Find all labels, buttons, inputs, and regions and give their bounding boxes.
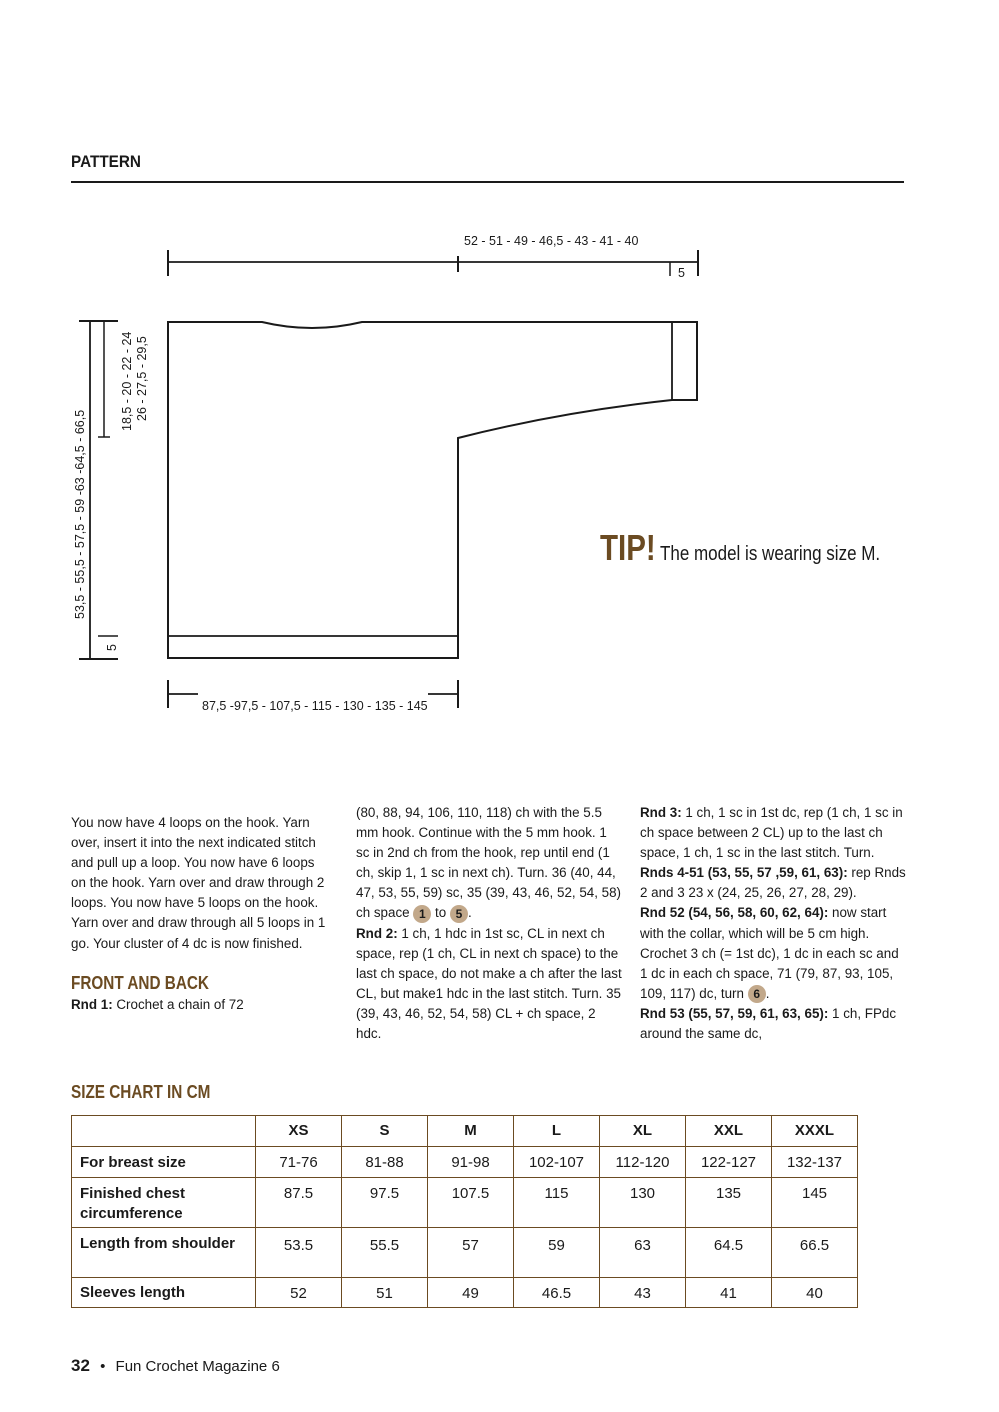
table-cell: 132-137 (772, 1147, 858, 1178)
size-chart-title: SIZE CHART IN CM (71, 1082, 211, 1102)
size-header: M (428, 1116, 514, 1147)
size-chart-table (71, 1115, 858, 1308)
table-cell: 107.5 (428, 1178, 514, 1228)
table-cell: 66.5 (772, 1228, 858, 1278)
row-label: Finished chest circumference (72, 1178, 256, 1228)
page-number: 32 (71, 1356, 90, 1375)
table-cell: 135 (686, 1178, 772, 1228)
text-column-3 (640, 803, 908, 1044)
step-badge-1: 1 (413, 905, 431, 923)
rnd3-text: 1 ch, 1 sc in 1st dc, rep (1 ch, 1 sc in ch space between 2 CL) up to the last ch space, 1 ch, 1 sc in the last stitch. Turn. (640, 805, 903, 861)
sleeve-length-label: 52 - 51 - 49 - 46,5 - 43 - 41 - 40 (464, 234, 639, 248)
rnd1-continued-text: (80, 88, 94, 106, 110, 118) ch with the 5.5 mm hook. Continue with the 5 mm hook. 1 sc in 2nd ch from the hook, rep until end (1 ch, skip 1, 1 sc in next ch). Turn. 36 (40, 44, 47, 53, 55, 59) sc, 35 (39, 43, 46, 52, 54, 58) ch space (356, 805, 622, 921)
table-cell: 63 (600, 1228, 686, 1278)
step-badge-5: 5 (450, 905, 468, 923)
tip-callout (600, 527, 919, 569)
table-cell: 53.5 (256, 1228, 342, 1278)
table-cell: 71-76 (256, 1147, 342, 1178)
rnd53-text: 1 ch, FPdc around the same dc, (640, 1005, 897, 1042)
page-footer (71, 1356, 280, 1376)
armhole-label-line1: 18,5 - 20 - 22 - 24 (120, 331, 134, 431)
rnd52-text: now start with the collar, which will be 5 cm high. Crochet 3 ch (= 1st dc), 1 dc in each sc and 1 dc in each ch space, 71 (79, 87, 93, 105, 109, 117) dc, turn (640, 905, 899, 1001)
table-cell: 51 (342, 1278, 428, 1308)
rnd52-paragraph (640, 903, 908, 1003)
table-cell: 46.5 (514, 1278, 600, 1308)
size-header: L (514, 1116, 600, 1147)
rnds4-51-label: Rnds 4-51 (53, 55, 57 ,59, 61, 63): (640, 865, 848, 881)
table-cell: 57 (428, 1228, 514, 1278)
hem-label: 5 (105, 644, 119, 651)
table-cell: 41 (686, 1278, 772, 1308)
table-cell: 40 (772, 1278, 858, 1308)
page-section-title: PATTERN (71, 152, 141, 171)
to-text: to (431, 905, 450, 921)
garment-outline (168, 322, 697, 658)
row-label: Sleeves length (72, 1278, 256, 1308)
size-header: XS (256, 1116, 342, 1147)
table-cell: 59 (514, 1228, 600, 1278)
table-cell: 43 (600, 1278, 686, 1308)
cuff-label: 5 (678, 266, 685, 280)
table-cell: 122-127 (686, 1147, 772, 1178)
size-header: XXL (686, 1116, 772, 1147)
table-cell: 102-107 (514, 1147, 600, 1178)
rnd53-paragraph (640, 1004, 908, 1044)
rnd1-continued-paragraph (356, 803, 622, 924)
table-cell: 87.5 (256, 1178, 342, 1228)
rnd2-label: Rnd 2: (356, 925, 398, 941)
tip-text: The model is wearing size M. (660, 543, 881, 565)
length-label: 53,5 - 55,5 - 57,5 - 59 -63 -64,5 - 66,5 (73, 409, 87, 619)
size-header: S (342, 1116, 428, 1147)
table-cell: 97.5 (342, 1178, 428, 1228)
period: . (467, 905, 472, 921)
table-row (72, 1278, 858, 1308)
table-cell: 112-120 (600, 1147, 686, 1178)
size-header-blank (72, 1116, 256, 1147)
text-column-1 (71, 813, 333, 1015)
footer-bullet: • (100, 1358, 106, 1375)
rnds4-51-paragraph (640, 863, 908, 903)
rnd52-label: Rnd 52 (54, 56, 58, 60, 62, 64): (640, 905, 829, 921)
tip-word: TIP! (600, 527, 656, 568)
table-row (72, 1178, 858, 1228)
rnd2-paragraph (356, 924, 622, 1045)
rnd1-label: Rnd 1: (71, 996, 113, 1012)
row-label: Length from shoulder (72, 1228, 256, 1278)
armhole-label-line2: 26 - 27,5 - 29,5 (135, 336, 149, 421)
rnd1-paragraph (71, 995, 333, 1015)
step-badge-6: 6 (748, 985, 766, 1003)
row-label: For breast size (72, 1147, 256, 1178)
table-cell: 130 (600, 1178, 686, 1228)
chest-width-label: 87,5 -97,5 - 107,5 - 115 - 130 - 135 - 145 (202, 699, 428, 713)
size-header: XL (600, 1116, 686, 1147)
intro-paragraph: You now have 4 loops on the hook. Yarn over, insert it into the next indicated stitch and pull up a loop. You now have 6 loops on the hook. Yarn over and draw through 2 loops. You now have 5 loops on the hook. Yarn over and draw through all 5 loops in 1 go. Your cluster of 4 dc is now finished. (71, 815, 326, 951)
rnd3-label: Rnd 3: (640, 805, 682, 820)
rnd2-text: 1 ch, 1 hdc in 1st sc, CL in next ch space, rep (1 ch, CL in next ch space) to the last ch space, do not make a ch after the last CL, but make1 hdc in the last stitch. Turn. 35 (39, 43, 46, 52, 54, 58) CL + ch space, 2 hdc. (356, 925, 622, 1042)
size-header-row (72, 1116, 858, 1147)
table-cell: 64.5 (686, 1228, 772, 1278)
table-cell: 55.5 (342, 1228, 428, 1278)
front-and-back-heading: FRONT AND BACK (71, 972, 209, 993)
rnd53-label: Rnd 53 (55, 57, 59, 61, 63, 65): (640, 1005, 829, 1021)
magazine-name: Fun Crochet Magazine 6 (115, 1358, 280, 1375)
table-cell: 52 (256, 1278, 342, 1308)
table-row (72, 1147, 858, 1178)
rnd3-paragraph (640, 803, 908, 863)
rnds4-51-text: rep Rnds 2 and 3 23 x (24, 25, 26, 27, 28, 29). (640, 865, 906, 901)
table-row (72, 1228, 858, 1278)
rnd1-text: Crochet a chain of 72 (112, 996, 244, 1012)
table-cell: 91-98 (428, 1147, 514, 1178)
text-column-2 (356, 803, 622, 1044)
table-cell: 81-88 (342, 1147, 428, 1178)
table-cell: 115 (514, 1178, 600, 1228)
size-header: XXXL (772, 1116, 858, 1147)
period: . (765, 985, 770, 1001)
table-cell: 145 (772, 1178, 858, 1228)
table-cell: 49 (428, 1278, 514, 1308)
